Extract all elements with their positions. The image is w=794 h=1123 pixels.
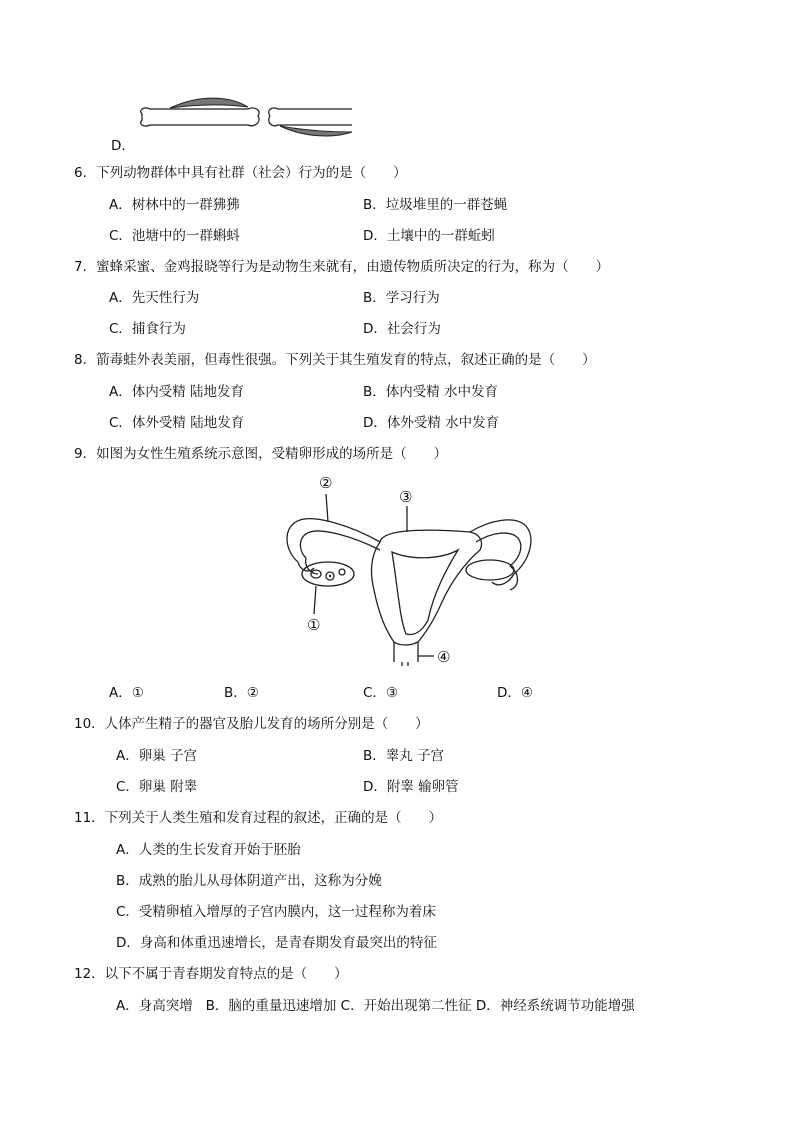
question-7-option-c: C．捕食行为: [109, 321, 186, 337]
question-6-option-d: D．土壤中的一群蚯蚓: [363, 228, 495, 244]
question-6-option-b: B．垃圾堆里的一群苍蝇: [363, 197, 508, 213]
question-11-option-a: A．人类的生长发育开始于胚胎: [116, 842, 301, 858]
question-8-option-b: B．体内受精 水中发育: [363, 384, 499, 400]
question-9-option-b: B．②: [224, 685, 259, 701]
question-6-option-a: A．树林中的一群狒狒: [109, 197, 240, 213]
question-7-option-a: A．先天性行为: [109, 290, 200, 306]
question-6-option-c: C．池塘中的一群蝌蚪: [109, 228, 240, 244]
question-10-option-a: A．卵巢 子宫: [116, 748, 198, 764]
bone-muscle-figure: [130, 98, 360, 148]
diagram-label-1: ①: [307, 616, 321, 634]
question-10-option-b: B．睾丸 子宫: [363, 748, 445, 764]
question-8-option-d: D．体外受精 水中发育: [363, 415, 500, 431]
question-12-stem: 12．以下不属于青春期发育特点的是（ ）: [74, 966, 348, 982]
question-8-stem: 8．箭毒蛙外表美丽，但毒性很强。下列关于其生殖发育的特点，叙述正确的是（ ）: [74, 352, 596, 368]
question-7-option-b: B．学习行为: [363, 290, 440, 306]
question-9-option-d: D．④: [497, 685, 533, 701]
question-12-options: A．身高突增 B．脑的重量迅速增加 C．开始出现第二性征 D．神经系统调节功能增强: [116, 998, 635, 1014]
question-9-option-a: A．①: [109, 685, 144, 701]
question-11-stem: 11．下列关于人类生殖和发育过程的叙述，正确的是（ ）: [74, 810, 443, 826]
question-11-option-d: D．身高和体重迅速增长，是青春期发育最突出的特征: [116, 935, 437, 951]
question-8-option-c: C．体外受精 陆地发育: [109, 415, 245, 431]
question-8-option-a: A．体内受精 陆地发育: [109, 384, 245, 400]
question-9-option-c: C．③: [363, 685, 399, 701]
diagram-label-3: ③: [399, 488, 413, 506]
diagram-label-4: ④: [437, 648, 451, 666]
question-10-option-c: C．卵巢 附睾: [116, 779, 198, 795]
diagram-label-2: ②: [319, 474, 333, 492]
question-11-option-c: C．受精卵植入增厚的子宫内膜内，这一过程称为着床: [116, 904, 436, 920]
question-11-option-b: B．成熟的胎儿从母体阴道产出，这称为分娩: [116, 873, 382, 889]
question-10-option-d: D．附睾 输卵管: [363, 779, 459, 795]
figure-option-label: D．: [111, 138, 135, 154]
question-9-stem: 9．如图为女性生殖系统示意图，受精卵形成的场所是（ ）: [74, 446, 448, 462]
question-10-stem: 10．人体产生精子的器官及胎儿发育的场所分别是（ ）: [74, 716, 429, 732]
question-7-stem: 7．蜜蜂采蜜、金鸡报晓等行为是动物生来就有，由遗传物质所决定的行为，称为（ ）: [74, 259, 610, 275]
question-6-stem: 6．下列动物群体中具有社群（社会）行为的是（ ）: [74, 165, 407, 181]
question-7-option-d: D．社会行为: [363, 321, 441, 337]
